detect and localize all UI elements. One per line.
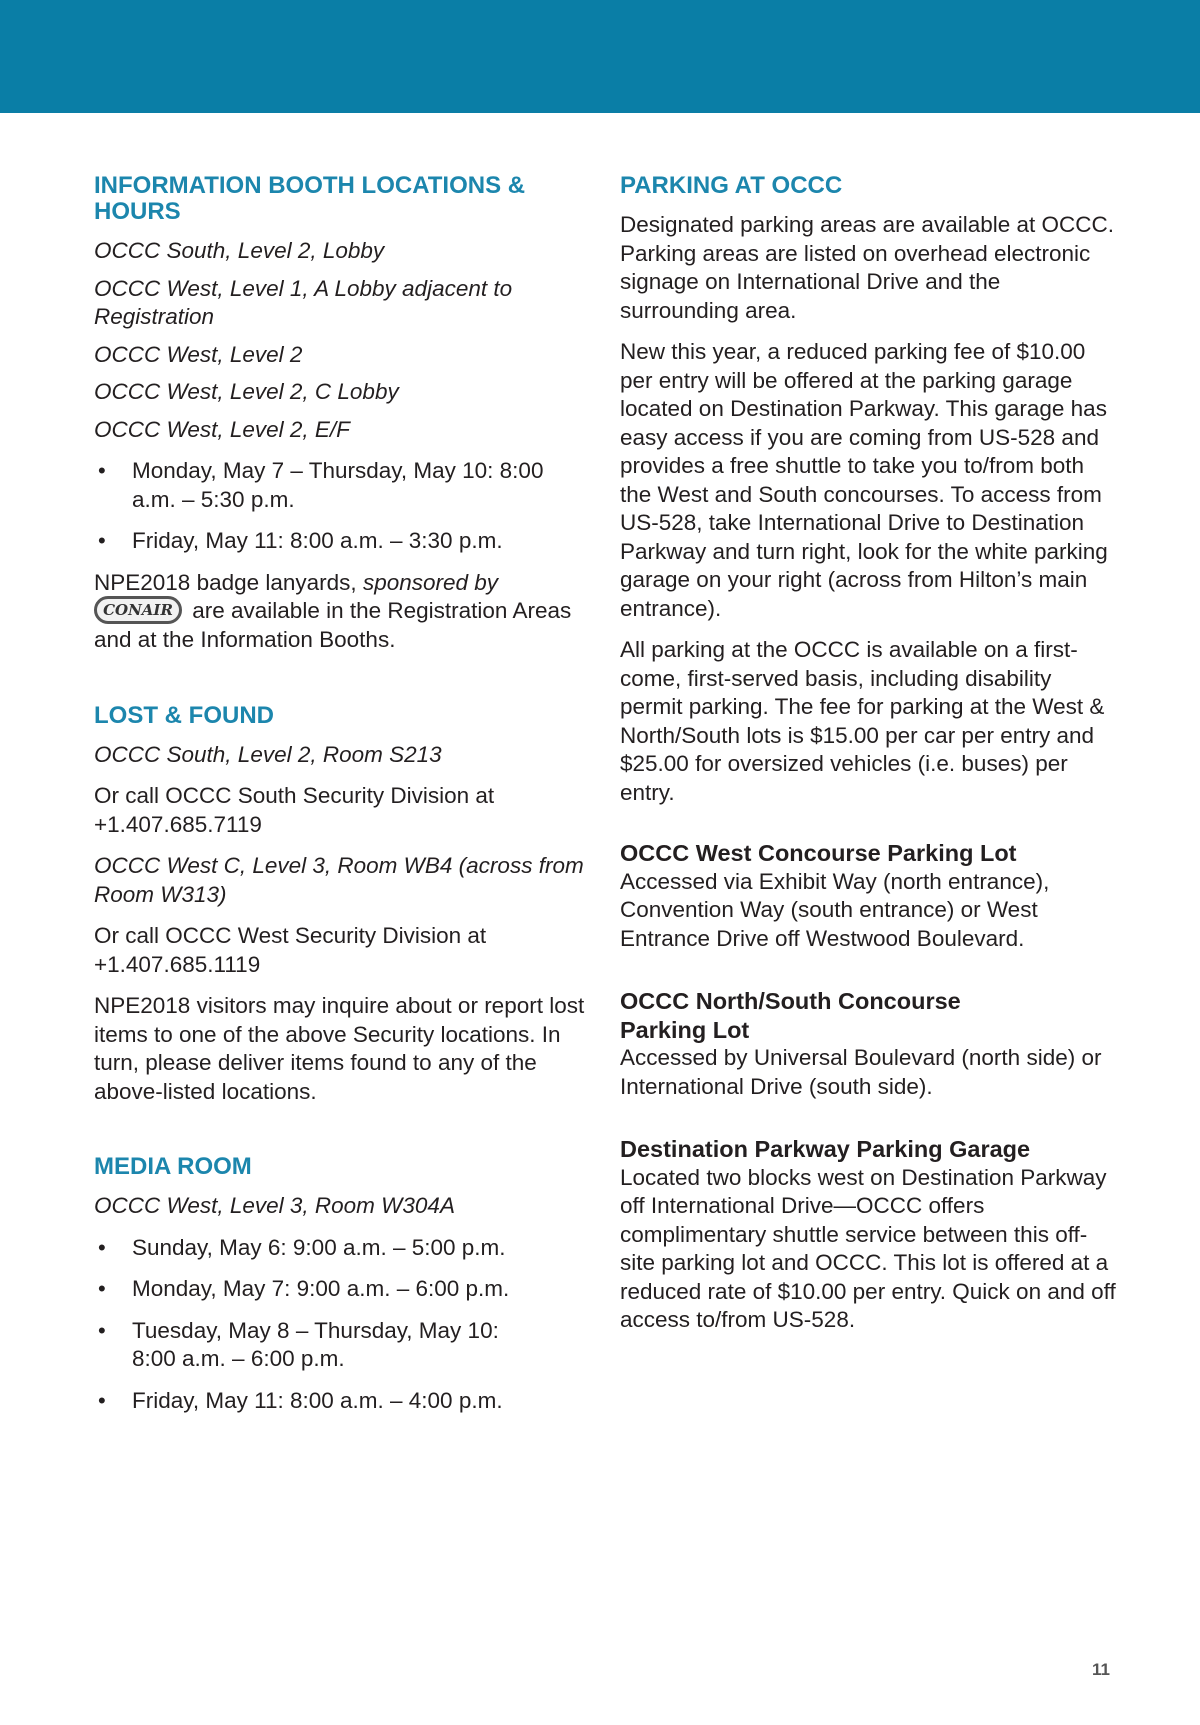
info-booth-section (94, 173, 594, 655)
booth-location: OCCC West, Level 2, E/F (94, 416, 350, 442)
lanyard-sponsored: sponsored by (362, 569, 499, 595)
booth-location: OCCC West, Level 1, A Lobby adjacent to Registration (94, 275, 513, 329)
parking-paragraph: Designated parking areas are available at OCCC. Parking areas are listed on overhead electronic signage on International Drive and the surrounding area. (620, 212, 1115, 323)
parking-paragraph: New this year, a reduced parking fee of $10.00 per entry will be offered at the parking garage located on Destination Parkway. This garage has easy access if you are coming from US-528 and provides a free shuttle to take you to/from both the West and South concourses. To access from US-528, take International Drive to Destination Parkway and turn right, look for the white parking garage on your right (across from Hilton’s main entrance). (620, 339, 1108, 621)
conair-logo: CONAIR (94, 596, 182, 624)
parking-paragraph: All parking at the OCCC is available on a first-come, first-served basis, including disability permit parking. The fee for parking at the West & North/South lots is $15.00 per car per entry and $25.00 for oversized vehicles (i.e. buses) per entry. (620, 637, 1105, 805)
media-room-location: OCCC West, Level 3, Room W304A (94, 1193, 455, 1219)
media-hours-item: • Sunday, May 6: 9:00 a.m. – 5:00 p.m. (94, 1234, 594, 1263)
lost-found-location: OCCC West C, Level 3, Room WB4 (across from Room W313) (94, 853, 584, 907)
media-hours-item: • Monday, May 7: 9:00 a.m. – 6:00 p.m. (94, 1275, 594, 1304)
lost-found-call: Or call OCCC West Security Division at +1.407.685.1119 (94, 923, 487, 977)
page-number: 11 (1092, 1660, 1110, 1679)
lanyard-prefix: NPE2018 badge lanyards, (94, 569, 363, 595)
booth-hours-list (94, 457, 594, 556)
lost-found-location: OCCC South, Level 2, Room S213 (94, 741, 442, 767)
parking-lot-block (620, 839, 1120, 953)
media-room-heading: MEDIA ROOM (94, 1153, 252, 1181)
lost-found-call: Or call OCCC South Security Division at +1.407.685.7119 (94, 783, 495, 837)
parking-lot-title: OCCC North/South Concourse Parking Lot (620, 988, 961, 1043)
booth-location: OCCC West, Level 2, C Lobby (94, 379, 399, 404)
booth-location: OCCC West, Level 2 (94, 341, 303, 367)
lanyard-suffix: are available in the Registration Areas and at the Information Booths. (94, 598, 572, 653)
booth-hours-item: • Friday, May 11: 8:00 a.m. – 3:30 p.m. (94, 527, 594, 556)
parking-lot-title: OCCC West Concourse Parking Lot (620, 840, 1017, 866)
media-hours-list (94, 1234, 594, 1416)
parking-lot-text: Located two blocks west on Destination Parkway off International Drive—OCCC offers complimentary shuttle service between this off-site parking lot and OCCC. This lot is offered at a reduced rate of $10.00 per entry. Quick on and off access to/from US-528. (620, 1164, 1116, 1332)
parking-lot-text: Accessed by Universal Boulevard (north side) or International Drive (south side). (620, 1045, 1102, 1099)
parking-lot-block (620, 987, 1120, 1101)
left-column (94, 173, 594, 1463)
info-booth-heading: INFORMATION BOOTH LOCATIONS & HOURS (94, 172, 526, 225)
media-hours-item: • Friday, May 11: 8:00 a.m. – 4:00 p.m. (94, 1387, 594, 1416)
parking-heading: PARKING AT OCCC (620, 172, 843, 199)
header-band (0, 0, 1200, 113)
parking-section (620, 173, 1120, 1335)
media-room-section (94, 1154, 594, 1415)
booth-location: OCCC South, Level 2, Lobby (94, 238, 385, 263)
lost-found-heading: LOST & FOUND (94, 701, 274, 729)
parking-lot-text: Accessed via Exhibit Way (north entrance), Convention Way (south entrance) or West Entrance Drive off Westwood Boulevard. (620, 868, 1050, 951)
media-hours-item: • Tuesday, May 8 – Thursday, May 10: 8:00 a.m. – 6:00 p.m. (94, 1317, 594, 1374)
right-column (620, 173, 1120, 1383)
lost-found-section (94, 703, 594, 1107)
parking-lot-block (620, 1135, 1120, 1335)
lost-found-note: NPE2018 visitors may inquire about or report lost items to one of the above Security locations. In turn, please deliver items found to any of the above-listed locations. (94, 993, 585, 1104)
lanyard-note (94, 569, 594, 655)
parking-lot-title: Destination Parkway Parking Garage (620, 1136, 1031, 1162)
booth-hours-item: • Monday, May 7 – Thursday, May 10: 8:00 a.m. – 5:30 p.m. (94, 457, 594, 514)
